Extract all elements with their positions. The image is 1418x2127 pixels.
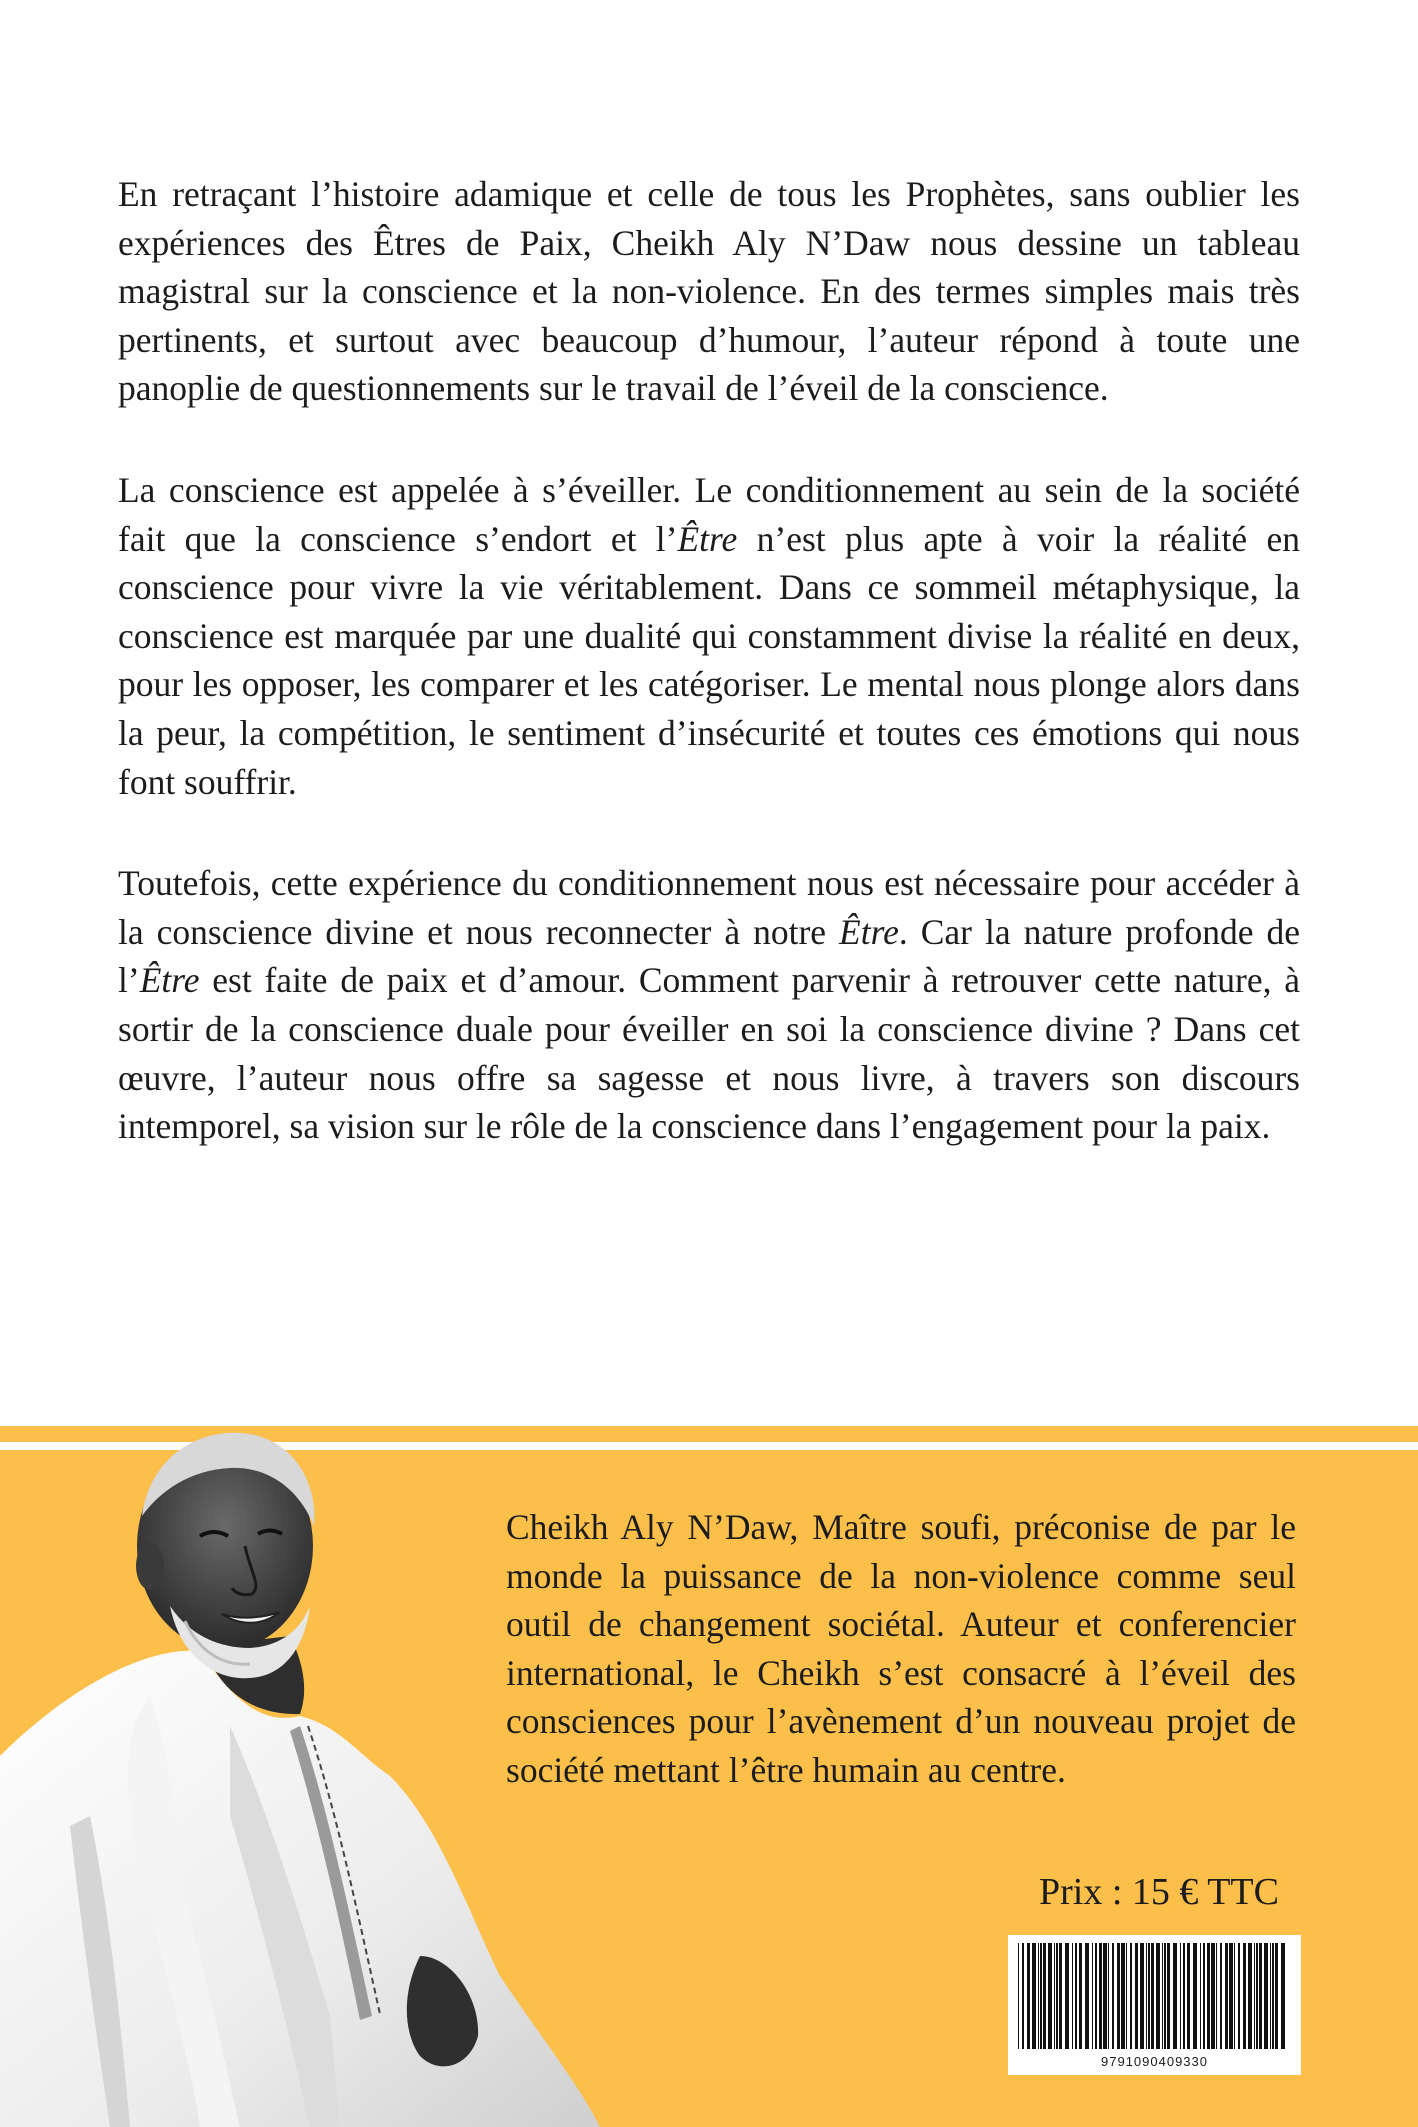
barcode-bar [1220, 1943, 1222, 2049]
barcode-bar [1164, 1943, 1166, 2049]
barcode-bar [1117, 1943, 1120, 2049]
italic-term: Être [139, 960, 200, 1001]
price-label: Prix : 15 € TTC [1039, 1871, 1279, 1913]
barcode-bar [1085, 1943, 1089, 2049]
barcode-bar [1234, 1943, 1235, 2049]
barcode-bar [1072, 1943, 1073, 2049]
paragraph-text: Toutefois, cette expérience du conditionnement nous est nécessaire pour accéder à la conscience divine et nous reconnecter à notre [118, 863, 1300, 952]
barcode-bar [1207, 1943, 1210, 2049]
barcode-bar [1225, 1943, 1228, 2049]
barcode-bar [1238, 1943, 1240, 2049]
barcode-bar [1099, 1943, 1102, 2049]
barcode-bar [1229, 1943, 1233, 2049]
barcode-bar [1167, 1943, 1170, 2049]
barcode-bar [1065, 1943, 1069, 2049]
barcode-bar [1254, 1943, 1255, 2049]
barcode-bar [1200, 1943, 1201, 2049]
barcode-number: 9791090409330 [1101, 2054, 1208, 2069]
barcode-bar [1048, 1943, 1052, 2049]
barcode-bar [1203, 1943, 1205, 2049]
barcode-bar [1146, 1943, 1147, 2049]
barcode-bar [1121, 1943, 1125, 2049]
barcode-bar [1103, 1943, 1107, 2049]
barcode-bar [1043, 1943, 1046, 2049]
author-bio: Cheikh Aly N’Daw, Maître soufi, préconise de par le monde la puissance de la non-violence comme seul outil de changement sociétal. Auteur et conferencier international, le Cheikh s’est consacré à l’éveil des consciences pour l’avènement d’un nouveau projet de société mettant l’être humain au centre. [506, 1507, 1296, 1790]
barcode-bar [1130, 1943, 1132, 2049]
barcode-bar [1108, 1943, 1109, 2049]
barcode-bar [1211, 1943, 1215, 2049]
barcode-bar [1092, 1943, 1093, 2049]
barcode-bar [1156, 1943, 1160, 2049]
barcode-bar [1112, 1943, 1114, 2049]
barcode-bar [1079, 1943, 1082, 2049]
barcode-bar [1095, 1943, 1097, 2049]
barcode-bar [1162, 1943, 1163, 2049]
barcode-bar [1126, 1943, 1127, 2049]
paragraph-text: En retraçant l’histoire adamique et celle de tous les Prophètes, sans oublier les expériences des Êtres de Paix, Cheikh Aly N’Daw nous dessine un tableau magistral sur la conscience et la non-violence. En des termes simples mais très pertinents, et surtout avec beaucoup d’humour, l’auteur répond à toute une panoplie de questionnements sur le travail de l’éveil de la conscience. [118, 174, 1300, 409]
barcode-bar [1270, 1943, 1271, 2049]
paragraph-text: La conscience est appelée à s’éveiller. Le conditionnement au sein de la société fait que la conscience s’endort et l’ [118, 469, 1300, 559]
barcode-bar [1040, 1943, 1042, 2049]
barcode-bar [1038, 1943, 1039, 2049]
barcode-bar [1056, 1943, 1058, 2049]
barcode-bar [1180, 1943, 1181, 2049]
barcode-bar [1032, 1943, 1036, 2049]
barcode-bar [1148, 1943, 1150, 2049]
barcode-bar [1264, 1943, 1268, 2049]
barcode-bar [1193, 1943, 1197, 2049]
barcode-bar [1075, 1943, 1077, 2049]
barcode-bar [1281, 1943, 1285, 2049]
paragraph-text: est faite de paix et d’amour. Comment parvenir à retrouver cette nature, à sortir de la conscience duale pour éveiller en soi la conscience divine ? Dans cet œuvre, l’auteur nous offre sa sagesse et nous livre, à travers son discours intemporel, sa vision sur le rôle de la conscience dans l’engagement pour la paix. [118, 960, 1300, 1147]
italic-term: Être [839, 911, 899, 952]
barcode-bar [1022, 1943, 1024, 2049]
description-paragraph [118, 859, 1300, 1151]
paragraph-text: . Car la nature profonde de l’ [118, 911, 1300, 1001]
description-paragraph [118, 466, 1300, 806]
barcode-bar [1151, 1943, 1154, 2049]
barcode-bar [1243, 1943, 1246, 2049]
barcode-bar [1173, 1943, 1177, 2049]
barcode-bar [1059, 1943, 1062, 2049]
paragraph-text: n’est plus apte à voir la réalité en conscience pour vivre la vie véritablement. Dans ce sommeil métaphysique, la conscience est marquée par une dualité qui constamment divise la réalité en deux, pour les opposer, les comparer et les catégoriser. Le mental nous plonge alors dans la peur, la compétition, le sentiment d’insécurité et toutes ces émotions qui nous font souffrir. [118, 518, 1300, 802]
barcode-bar [1248, 1943, 1252, 2049]
barcode-bar [1272, 1943, 1274, 2049]
barcode [1008, 1935, 1301, 2075]
barcode-bar [1183, 1943, 1185, 2049]
barcode-bar [1187, 1943, 1190, 2049]
description-paragraph [118, 170, 1300, 413]
barcode-bar [1216, 1943, 1217, 2049]
barcode-bar [1140, 1943, 1144, 2049]
barcode-bar [1256, 1943, 1258, 2049]
book-description [118, 170, 1300, 1204]
barcode-bars [1016, 1943, 1293, 2049]
barcode-bar [1259, 1943, 1262, 2049]
barcode-bar [1054, 1943, 1055, 2049]
barcode-bar [1275, 1943, 1278, 2049]
italic-term: Être [677, 518, 738, 559]
barcode-bar [1027, 1943, 1030, 2049]
barcode-bar [1135, 1943, 1138, 2049]
barcode-bar [1018, 1943, 1019, 2049]
